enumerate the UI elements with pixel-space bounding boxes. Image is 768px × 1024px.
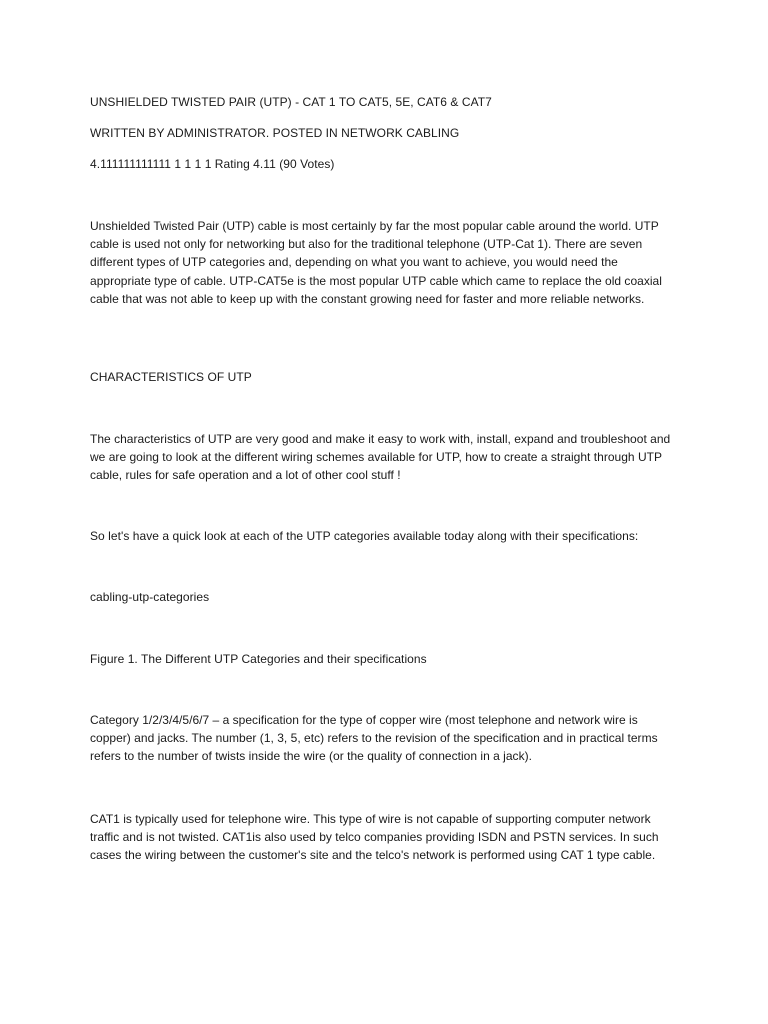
categories-lead-paragraph: So let's have a quick look at each of the UTP categories available today along with their specifications:	[90, 529, 639, 543]
characteristics-paragraph: The characteristics of UTP are very good and make it easy to work with, install, expand and troubleshoot and we are going to look at the different wiring schemes available for UTP, how to create a straight through UTP cable, rules for safe operation and a lot of other cool stuff !	[90, 432, 671, 483]
article-title: UNSHIELDED TWISTED PAIR (UTP) - CAT 1 TO CAT5, 5E, CAT6 & CAT7	[90, 95, 492, 109]
rating-line: 4.111111111111 1 1 1 1 Rating 4.11 (90 Votes)	[90, 157, 335, 171]
category-paragraph: Category 1/2/3/4/5/6/7 – a specification for the type of copper wire (most telephone and network wire is copper) and jacks. The number (1, 3, 5, etc) refers to the revision of the specification and in practical terms refers to the number of twists inside the wire (or the quality of connection in a jack).	[90, 713, 658, 764]
image-alt-text: cabling-utp-categories	[90, 590, 210, 604]
article-byline: WRITTEN BY ADMINISTRATOR. POSTED IN NETWORK CABLING	[90, 126, 460, 140]
cat1-paragraph: CAT1 is typically used for telephone wire. This type of wire is not capable of supporting computer network traffic and is not twisted. CAT1is also used by telco companies providing ISDN and PSTN services. In such cases the wiring between the customer's site and the telco's network is performed using CAT 1 type cable.	[90, 812, 659, 863]
figure-caption: Figure 1. The Different UTP Categories and their specifications	[90, 652, 427, 666]
intro-paragraph: Unshielded Twisted Pair (UTP) cable is most certainly by far the most popular cable around the world. UTP cable is used not only for networking but also for the traditional telephone (UTP-Cat 1). There are seven different types of UTP categories and, depending on what you want to achieve, you would need the appropriate type of cable. UTP-CAT5e is the most popular UTP cable which came to replace the old coaxial cable that was not able to keep up with the constant growing need for faster and more reliable networks.	[90, 219, 662, 306]
section-heading: CHARACTERISTICS OF UTP	[90, 370, 252, 384]
